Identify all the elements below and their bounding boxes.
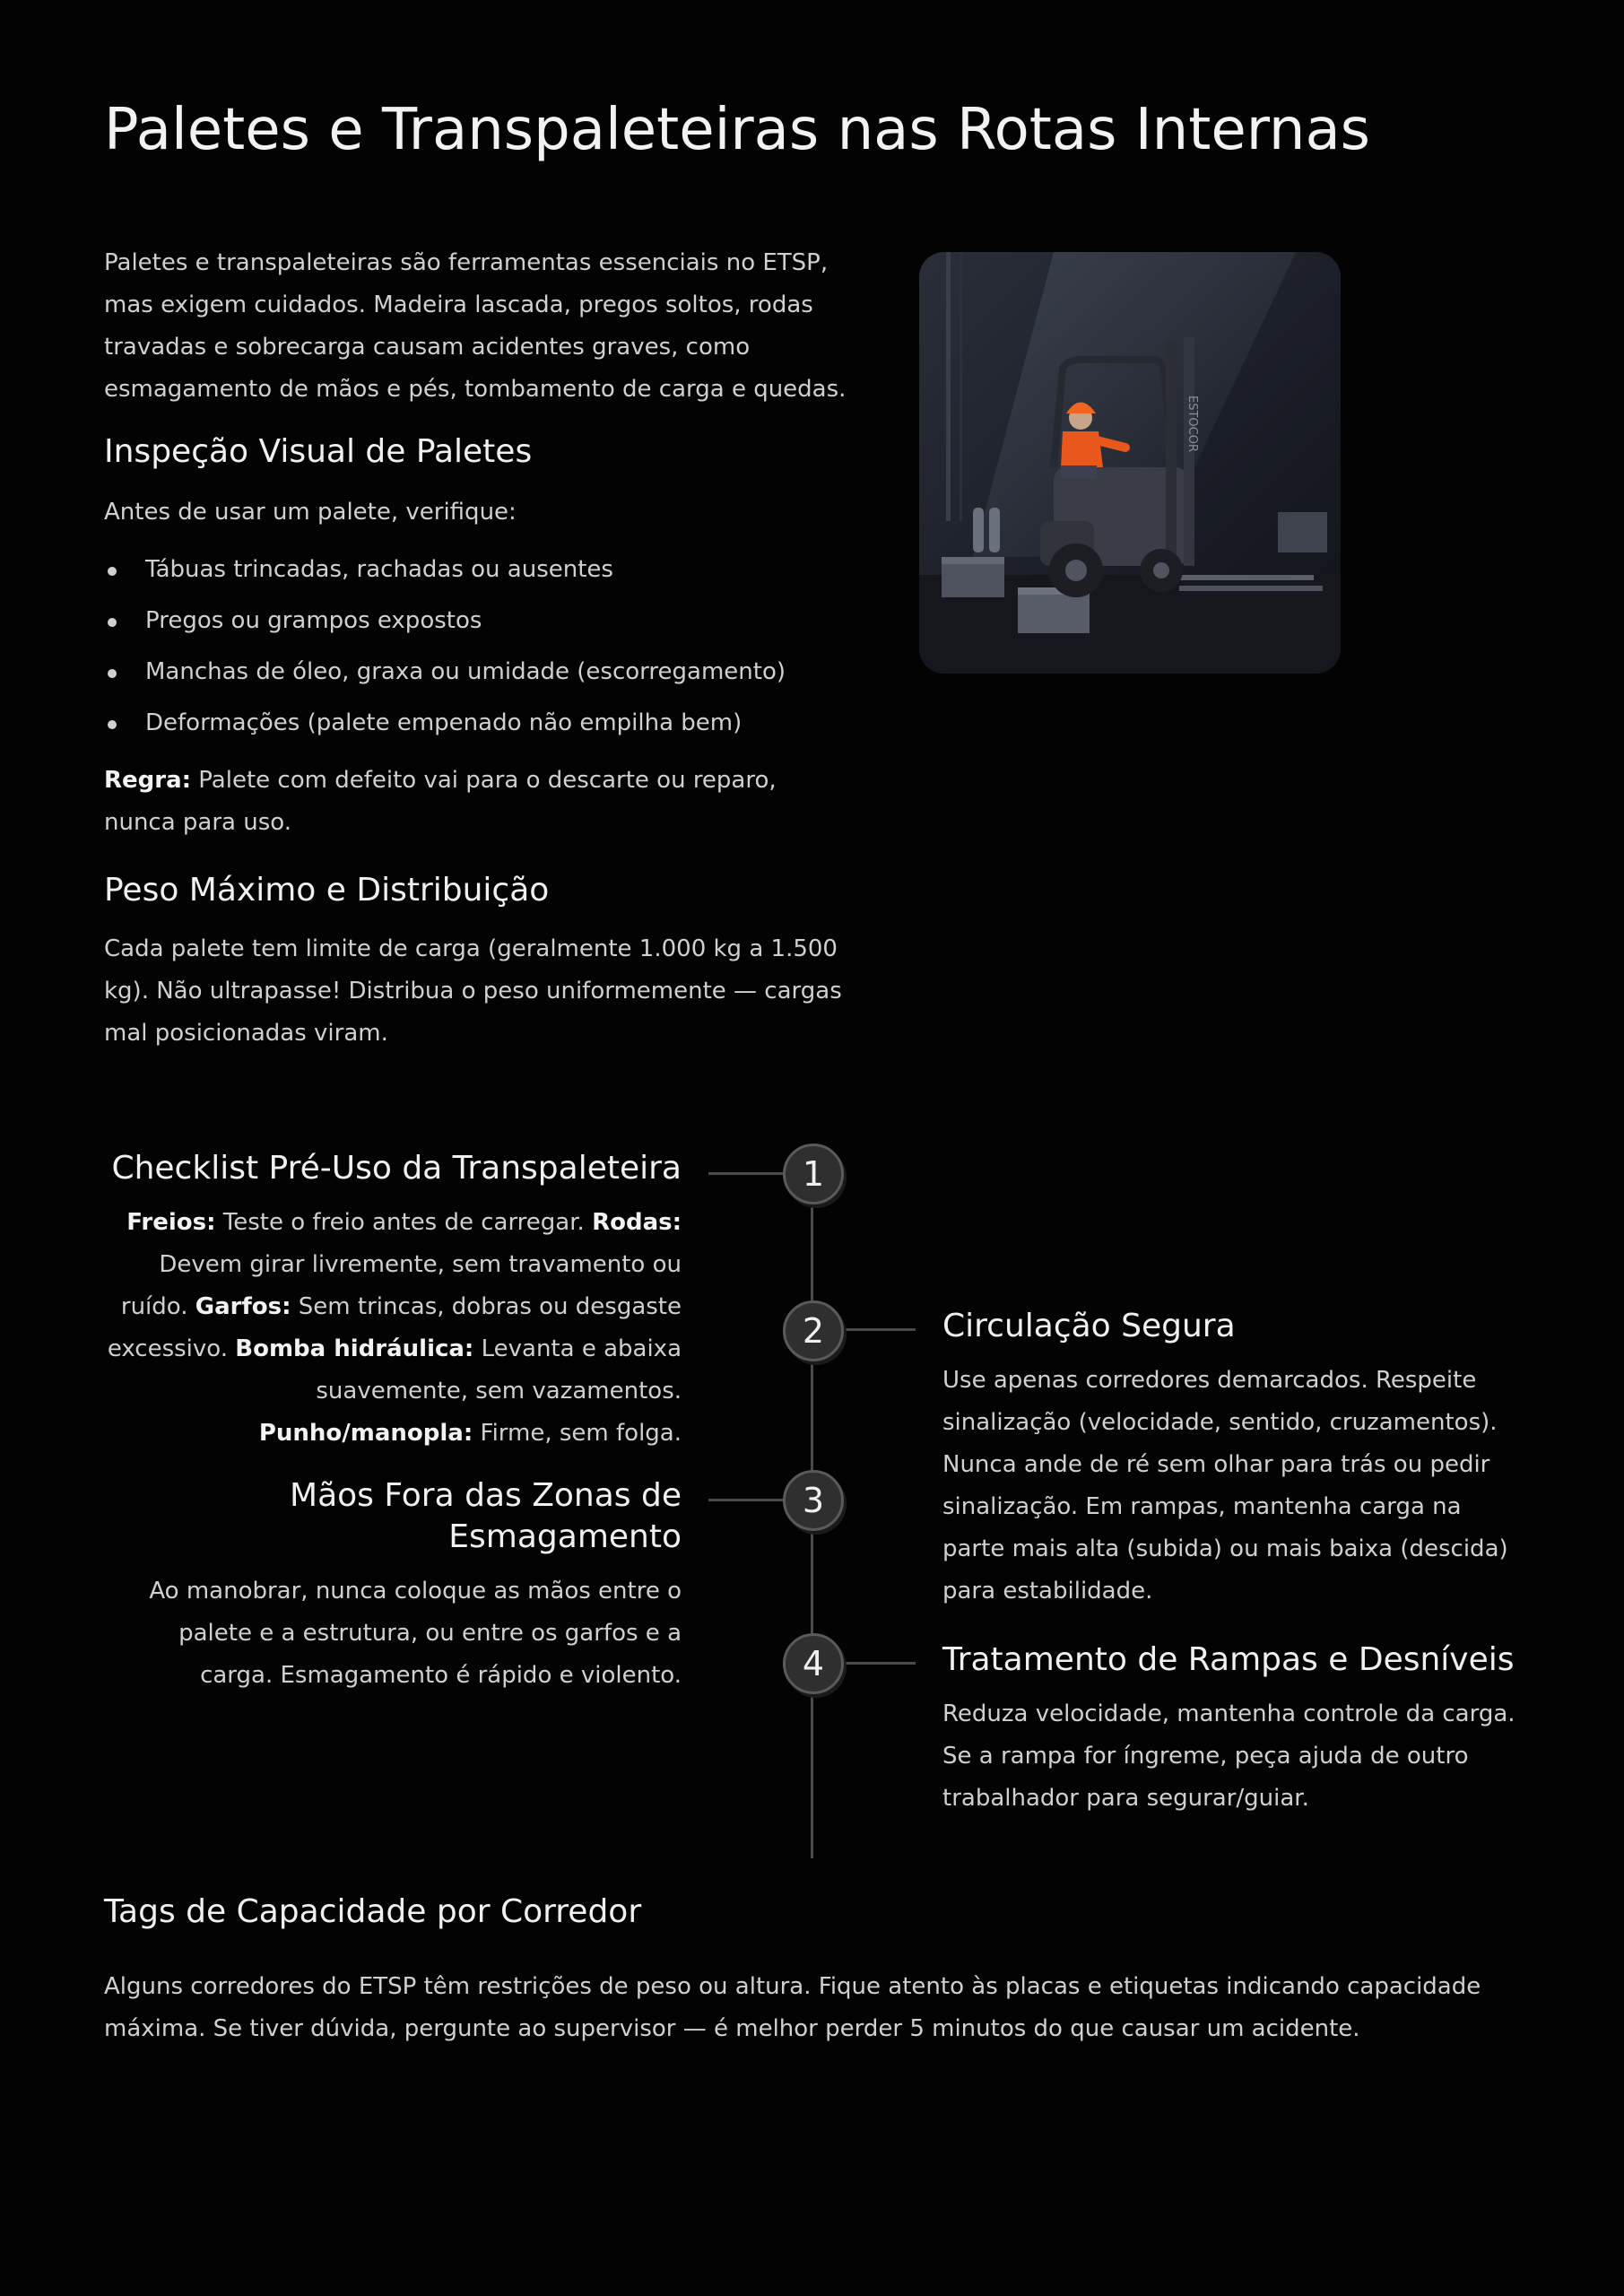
step-text: Use apenas corredores demarcados. Respeite sinalização (velocidade, sentido, cruzamentos). Nunca ande de ré sem olhar para trás ou pedir sinalização. Em rampas, mantenha carga na parte mais alta (subida) ou mais baixa (descida) para estabilidade. (942, 1367, 1508, 1605)
list-item: Deformações (palete empenado não empilha bem) (104, 698, 848, 749)
rule-text: Palete com defeito vai para o descarte ou reparo, nunca para uso. (104, 767, 777, 836)
timeline-item-4 (942, 1639, 1522, 1820)
step-number-1: 1 (783, 1144, 844, 1205)
rule-paragraph (104, 760, 848, 844)
intro-column (104, 242, 848, 1055)
step-number-4: 4 (783, 1633, 844, 1694)
timeline-connector (839, 1662, 916, 1665)
checklist-text: Levanta e abaixa suavemente, sem vazamentos. (316, 1335, 682, 1405)
checklist-label: Bomba hidráulica: (235, 1335, 474, 1362)
checklist-text: Teste o freio antes de carregar. (215, 1209, 593, 1236)
timeline-item-3 (104, 1475, 682, 1697)
weight-paragraph: Cada palete tem limite de carga (geralmente 1.000 kg a 1.500 kg). Não ultrapasse! Distribua o peso uniformemente — cargas mal posicionadas viram. (104, 935, 842, 1047)
timeline-item-1 (104, 1148, 682, 1455)
step-heading: Checklist Pré-Uso da Transpaleteira (111, 1150, 682, 1187)
page-title: Paletes e Transpaleteiras nas Rotas Internas (104, 97, 1370, 163)
step-heading: Circulação Segura (942, 1308, 1236, 1344)
forklift-image (919, 252, 1341, 674)
timeline-connector (708, 1172, 785, 1175)
step-text: Reduza velocidade, mantenha controle da carga. Se a rampa for íngreme, peça ajuda de outro trabalhador para segurar/guiar. (942, 1700, 1515, 1812)
timeline-item-2 (942, 1306, 1522, 1613)
weight-heading: Peso Máximo e Distribuição (104, 872, 550, 909)
checklist-label: Garfos: (195, 1293, 291, 1320)
step-heading: Tratamento de Rampas e Desníveis (942, 1641, 1515, 1678)
inspection-list (104, 544, 848, 749)
checklist-text: Firme, sem folga. (473, 1420, 682, 1447)
step-heading: Mãos Fora das Zonas de Esmagamento (290, 1477, 682, 1555)
list-item: Pregos ou grampos expostos (104, 596, 848, 647)
capacity-heading: Tags de Capacidade por Corredor (104, 1893, 642, 1930)
step-text (104, 1202, 682, 1455)
checklist-label: Punho/manopla: (258, 1420, 473, 1447)
intro-paragraph: Paletes e transpaleteiras são ferramentas essenciais no ETSP, mas exigem cuidados. Madeira lascada, pregos soltos, rodas travadas e sobrecarga causam acidentes graves, como esmagamento de mãos e pés, tombamento de carga e quedas. (104, 249, 847, 403)
capacity-tags-section (104, 1891, 1521, 2050)
checklist-text: Sem trincas, dobras ou desgaste excessivo. (107, 1293, 682, 1362)
timeline-connector (708, 1499, 785, 1501)
step-number-2: 2 (783, 1300, 844, 1361)
step-number-3: 3 (783, 1470, 844, 1531)
inspection-heading: Inspeção Visual de Paletes (104, 433, 533, 470)
capacity-paragraph: Alguns corredores do ETSP têm restrições de peso ou altura. Fique atento às placas e etiquetas indicando capacidade máxima. Se tiver dúvida, pergunte ao supervisor — é melhor perder 5 minutos do que causar um acidente. (104, 1973, 1481, 2042)
checklist-label: Freios: (126, 1209, 216, 1236)
rule-label: Regra: (104, 767, 192, 794)
timeline-connector (839, 1328, 916, 1331)
checklist-text: Devem girar livremente, sem travamento ou ruído. (120, 1251, 682, 1320)
inspection-lead: Antes de usar um palete, verifique: (104, 499, 517, 526)
list-item: Tábuas trincadas, rachadas ou ausentes (104, 544, 848, 596)
checklist-label: Rodas: (592, 1209, 682, 1236)
list-item: Manchas de óleo, graxa ou umidade (escorregamento) (104, 647, 848, 698)
step-text: Ao manobrar, nunca coloque as mãos entre o palete e a estrutura, ou entre os garfos e a carga. Esmagamento é rápido e violento. (149, 1578, 682, 1689)
forklift-illustration (919, 252, 1341, 674)
forklift-brand: ESTOCOR (1185, 396, 1199, 452)
